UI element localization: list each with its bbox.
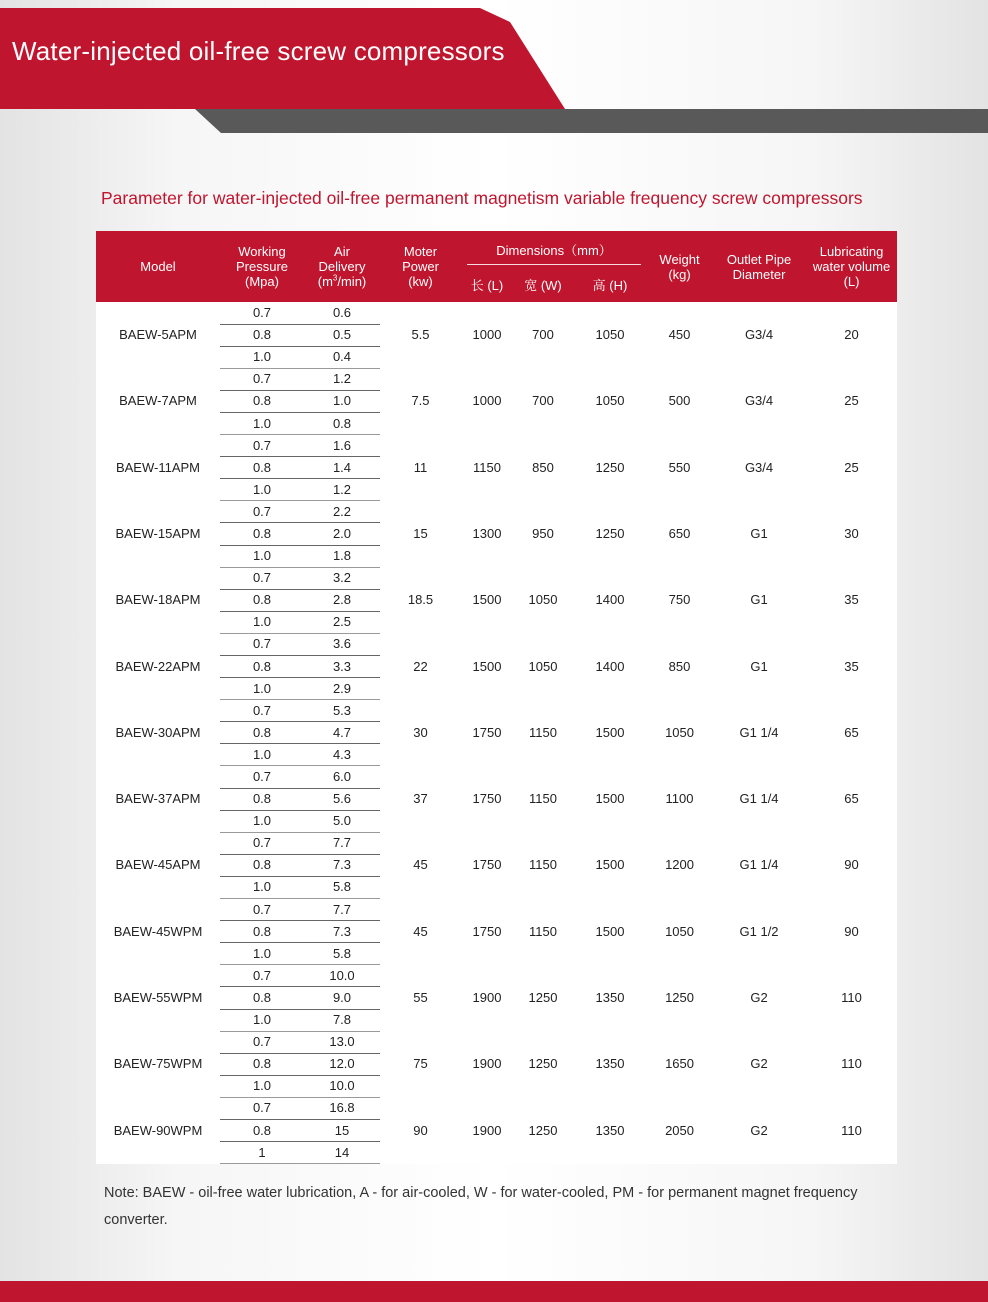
footnote: Note: BAEW - oil-free water lubrication, A - for air-cooled, W - for water-cooled, PM - for permanent magnet frequency converter. <box>104 1185 858 1228</box>
cell-delivery: 7.3 <box>304 921 380 943</box>
cell-length: 1750 <box>461 766 513 832</box>
cell-model: BAEW-37APM <box>96 766 220 832</box>
cell-power: 55 <box>380 965 461 1031</box>
cell-pressure: 0.7 <box>220 501 304 523</box>
cell-power: 7.5 <box>380 368 461 434</box>
header-weight: Weight (kg) <box>647 231 712 302</box>
table-row <box>96 501 897 523</box>
header-air-delivery: Air Delivery $(m^3/\min)$ <box>304 231 380 302</box>
table-row <box>96 633 897 655</box>
cell-pressure: 0.8 <box>220 457 304 479</box>
cell-delivery: 2.9 <box>304 678 380 700</box>
cell-pressure: 0.7 <box>220 700 304 722</box>
cell-delivery: 5.8 <box>304 876 380 898</box>
cell-height: 1500 <box>573 832 647 898</box>
header-dim-length: 长 (L) <box>461 269 513 302</box>
cell-weight: 650 <box>647 501 712 567</box>
cell-outlet: G1 1/4 <box>712 766 806 832</box>
cell-delivery: 2.0 <box>304 523 380 545</box>
cell-delivery: 7.7 <box>304 832 380 854</box>
cell-weight: 550 <box>647 435 712 501</box>
table-row <box>96 832 897 854</box>
cell-water-volume: 110 <box>806 965 897 1031</box>
cell-pressure: 1.0 <box>220 1009 304 1031</box>
cell-model: BAEW-7APM <box>96 368 220 434</box>
cell-model: BAEW-45APM <box>96 832 220 898</box>
cell-weight: 1050 <box>647 700 712 766</box>
cell-pressure: 1.0 <box>220 611 304 633</box>
cell-length: 1150 <box>461 435 513 501</box>
cell-outlet: G3/4 <box>712 435 806 501</box>
footer-bar <box>0 1281 988 1302</box>
table-row <box>96 766 897 788</box>
cell-pressure: 0.7 <box>220 633 304 655</box>
cell-pressure: 0.8 <box>220 788 304 810</box>
cell-width: 1150 <box>513 832 573 898</box>
table-row <box>96 1031 897 1053</box>
cell-width: 700 <box>513 368 573 434</box>
cell-delivery: 12.0 <box>304 1053 380 1075</box>
cell-pressure: 0.7 <box>220 302 304 324</box>
cell-delivery: 1.4 <box>304 457 380 479</box>
cell-delivery: 7.8 <box>304 1009 380 1031</box>
cell-model: BAEW-11APM <box>96 435 220 501</box>
cell-pressure: 1.0 <box>220 412 304 434</box>
cell-weight: 1250 <box>647 965 712 1031</box>
cell-power: 45 <box>380 899 461 965</box>
cell-model: BAEW-22APM <box>96 633 220 699</box>
cell-delivery: 15 <box>304 1119 380 1141</box>
cell-width: 850 <box>513 435 573 501</box>
cell-pressure: 1.0 <box>220 810 304 832</box>
cell-height: 1350 <box>573 1031 647 1097</box>
cell-height: 1500 <box>573 766 647 832</box>
table-row <box>96 899 897 921</box>
table-row <box>96 567 897 589</box>
cell-pressure: 0.8 <box>220 390 304 412</box>
cell-power: 75 <box>380 1031 461 1097</box>
cell-water-volume: 25 <box>806 435 897 501</box>
cell-pressure: 0.7 <box>220 1097 304 1119</box>
cell-delivery: 10.0 <box>304 1075 380 1097</box>
cell-weight: 850 <box>647 633 712 699</box>
cell-width: 700 <box>513 302 573 368</box>
cell-pressure: 1.0 <box>220 1075 304 1097</box>
header-dim-height: 高 (H) <box>573 269 647 302</box>
cell-height: 1400 <box>573 633 647 699</box>
cell-height: 1250 <box>573 435 647 501</box>
cell-length: 1500 <box>461 633 513 699</box>
cell-length: 1750 <box>461 700 513 766</box>
cell-delivery: 5.0 <box>304 810 380 832</box>
cell-pressure: 0.8 <box>220 656 304 678</box>
cell-pressure: 0.7 <box>220 567 304 589</box>
cell-height: 1400 <box>573 567 647 633</box>
cell-water-volume: 90 <box>806 899 897 965</box>
cell-outlet: G1 <box>712 501 806 567</box>
cell-weight: 500 <box>647 368 712 434</box>
cell-pressure: 1 <box>220 1142 304 1164</box>
cell-delivery: 5.3 <box>304 700 380 722</box>
table-body <box>96 302 897 1164</box>
header-motor-power: Moter Power (kw) <box>380 231 461 302</box>
table-row <box>96 1097 897 1119</box>
cell-delivery: 7.7 <box>304 899 380 921</box>
cell-weight: 1200 <box>647 832 712 898</box>
cell-pressure: 0.8 <box>220 722 304 744</box>
cell-delivery: 0.5 <box>304 324 380 346</box>
cell-pressure: 1.0 <box>220 876 304 898</box>
cell-delivery: 0.8 <box>304 412 380 434</box>
header-water-volume: Lubricating water volume (L) <box>806 231 897 302</box>
cell-delivery: 13.0 <box>304 1031 380 1053</box>
cell-width: 1150 <box>513 766 573 832</box>
cell-pressure: 0.8 <box>220 324 304 346</box>
cell-width: 1250 <box>513 965 573 1031</box>
table-row <box>96 965 897 987</box>
cell-pressure: 0.7 <box>220 368 304 390</box>
cell-model: BAEW-75WPM <box>96 1031 220 1097</box>
cell-length: 1300 <box>461 501 513 567</box>
cell-outlet: G1 1/4 <box>712 832 806 898</box>
banner-title: Water-injected oil-free screw compressors <box>12 36 505 66</box>
cell-length: 1900 <box>461 1097 513 1163</box>
cell-length: 1750 <box>461 899 513 965</box>
cell-pressure: 1.0 <box>220 545 304 567</box>
cell-weight: 750 <box>647 567 712 633</box>
cell-pressure: 0.8 <box>220 1119 304 1141</box>
cell-width: 1250 <box>513 1097 573 1163</box>
cell-delivery: 9.0 <box>304 987 380 1009</box>
cell-delivery: 3.3 <box>304 656 380 678</box>
cell-weight: 2050 <box>647 1097 712 1163</box>
cell-weight: 1050 <box>647 899 712 965</box>
cell-pressure: 0.7 <box>220 1031 304 1053</box>
cell-pressure: 1.0 <box>220 678 304 700</box>
cell-outlet: G2 <box>712 1031 806 1097</box>
cell-delivery: 14 <box>304 1142 380 1164</box>
cell-pressure: 0.8 <box>220 1053 304 1075</box>
cell-model: BAEW-5APM <box>96 302 220 368</box>
cell-outlet: G1 <box>712 567 806 633</box>
cell-weight: 450 <box>647 302 712 368</box>
cell-height: 1500 <box>573 700 647 766</box>
cell-delivery: 3.2 <box>304 567 380 589</box>
cell-length: 1750 <box>461 832 513 898</box>
cell-power: 90 <box>380 1097 461 1163</box>
header-outlet-pipe: Outlet Pipe Diameter <box>712 231 806 302</box>
cell-power: 37 <box>380 766 461 832</box>
cell-pressure: 0.8 <box>220 523 304 545</box>
cell-length: 1500 <box>461 567 513 633</box>
cell-model: BAEW-45WPM <box>96 899 220 965</box>
cell-power: 30 <box>380 700 461 766</box>
cell-height: 1350 <box>573 965 647 1031</box>
cell-power: 5.5 <box>380 302 461 368</box>
cell-delivery: 2.5 <box>304 611 380 633</box>
cell-delivery: 16.8 <box>304 1097 380 1119</box>
cell-delivery: 2.8 <box>304 589 380 611</box>
cell-outlet: G3/4 <box>712 302 806 368</box>
cell-power: 22 <box>380 633 461 699</box>
cell-pressure: 1.0 <box>220 943 304 965</box>
cell-power: 45 <box>380 832 461 898</box>
cell-outlet: G2 <box>712 1097 806 1163</box>
cell-water-volume: 35 <box>806 567 897 633</box>
cell-delivery: 1.0 <box>304 390 380 412</box>
cell-delivery: 7.3 <box>304 854 380 876</box>
cell-height: 1050 <box>573 368 647 434</box>
cell-outlet: G1 1/4 <box>712 700 806 766</box>
cell-delivery: 5.8 <box>304 943 380 965</box>
cell-weight: 1100 <box>647 766 712 832</box>
header-model: Model <box>96 231 220 302</box>
cell-outlet: G2 <box>712 965 806 1031</box>
cell-delivery: 4.3 <box>304 744 380 766</box>
cell-width: 950 <box>513 501 573 567</box>
cell-model: BAEW-30APM <box>96 700 220 766</box>
cell-height: 1250 <box>573 501 647 567</box>
cell-length: 1900 <box>461 965 513 1031</box>
cell-outlet: G1 1/2 <box>712 899 806 965</box>
cell-water-volume: 65 <box>806 700 897 766</box>
cell-delivery: 1.8 <box>304 545 380 567</box>
cell-pressure: 0.7 <box>220 899 304 921</box>
header-dimensions: Dimensions（mm） <box>461 231 647 269</box>
table-row <box>96 700 897 722</box>
cell-height: 1050 <box>573 302 647 368</box>
cell-model: BAEW-15APM <box>96 501 220 567</box>
cell-delivery: 1.6 <box>304 435 380 457</box>
cell-power: 15 <box>380 501 461 567</box>
cell-pressure: 1.0 <box>220 744 304 766</box>
cell-water-volume: 110 <box>806 1031 897 1097</box>
cell-pressure: 0.7 <box>220 766 304 788</box>
cell-length: 1000 <box>461 368 513 434</box>
cell-water-volume: 65 <box>806 766 897 832</box>
cell-water-volume: 90 <box>806 832 897 898</box>
cell-delivery: 0.4 <box>304 346 380 368</box>
cell-delivery: 6.0 <box>304 766 380 788</box>
cell-delivery: 2.2 <box>304 501 380 523</box>
cell-delivery: 4.7 <box>304 722 380 744</box>
cell-weight: 1650 <box>647 1031 712 1097</box>
cell-water-volume: 35 <box>806 633 897 699</box>
cell-delivery: 0.6 <box>304 302 380 324</box>
cell-width: 1050 <box>513 567 573 633</box>
cell-outlet: G1 <box>712 633 806 699</box>
cell-height: 1350 <box>573 1097 647 1163</box>
cell-delivery: 5.6 <box>304 788 380 810</box>
cell-delivery: 1.2 <box>304 368 380 390</box>
cell-pressure: 1.0 <box>220 479 304 501</box>
spec-table <box>96 231 897 1164</box>
cell-pressure: 0.7 <box>220 832 304 854</box>
cell-pressure: 0.7 <box>220 965 304 987</box>
cell-water-volume: 25 <box>806 368 897 434</box>
cell-pressure: 0.8 <box>220 589 304 611</box>
cell-width: 1150 <box>513 899 573 965</box>
cell-water-volume: 110 <box>806 1097 897 1163</box>
cell-length: 1900 <box>461 1031 513 1097</box>
cell-width: 1050 <box>513 633 573 699</box>
cell-outlet: G3/4 <box>712 368 806 434</box>
cell-delivery: 3.6 <box>304 633 380 655</box>
cell-length: 1000 <box>461 302 513 368</box>
cell-pressure: 1.0 <box>220 346 304 368</box>
table-row <box>96 435 897 457</box>
cell-pressure: 0.8 <box>220 854 304 876</box>
cell-height: 1500 <box>573 899 647 965</box>
table-subtitle: Parameter for water-injected oil-free permanent magnetism variable frequency screw compressors <box>101 188 863 208</box>
cell-delivery: 1.2 <box>304 479 380 501</box>
cell-delivery: 10.0 <box>304 965 380 987</box>
cell-width: 1150 <box>513 700 573 766</box>
cell-water-volume: 30 <box>806 501 897 567</box>
cell-model: BAEW-55WPM <box>96 965 220 1031</box>
cell-model: BAEW-90WPM <box>96 1097 220 1163</box>
table-row <box>96 368 897 390</box>
cell-power: 18.5 <box>380 567 461 633</box>
cell-water-volume: 20 <box>806 302 897 368</box>
cell-pressure: 0.8 <box>220 921 304 943</box>
cell-pressure: 0.7 <box>220 435 304 457</box>
table-row <box>96 302 897 324</box>
cell-power: 11 <box>380 435 461 501</box>
cell-width: 1250 <box>513 1031 573 1097</box>
cell-model: BAEW-18APM <box>96 567 220 633</box>
header-working-pressure: Working Pressure (Mpa) <box>220 231 304 302</box>
header-dim-width: 宽 (W) <box>513 269 573 302</box>
cell-pressure: 0.8 <box>220 987 304 1009</box>
